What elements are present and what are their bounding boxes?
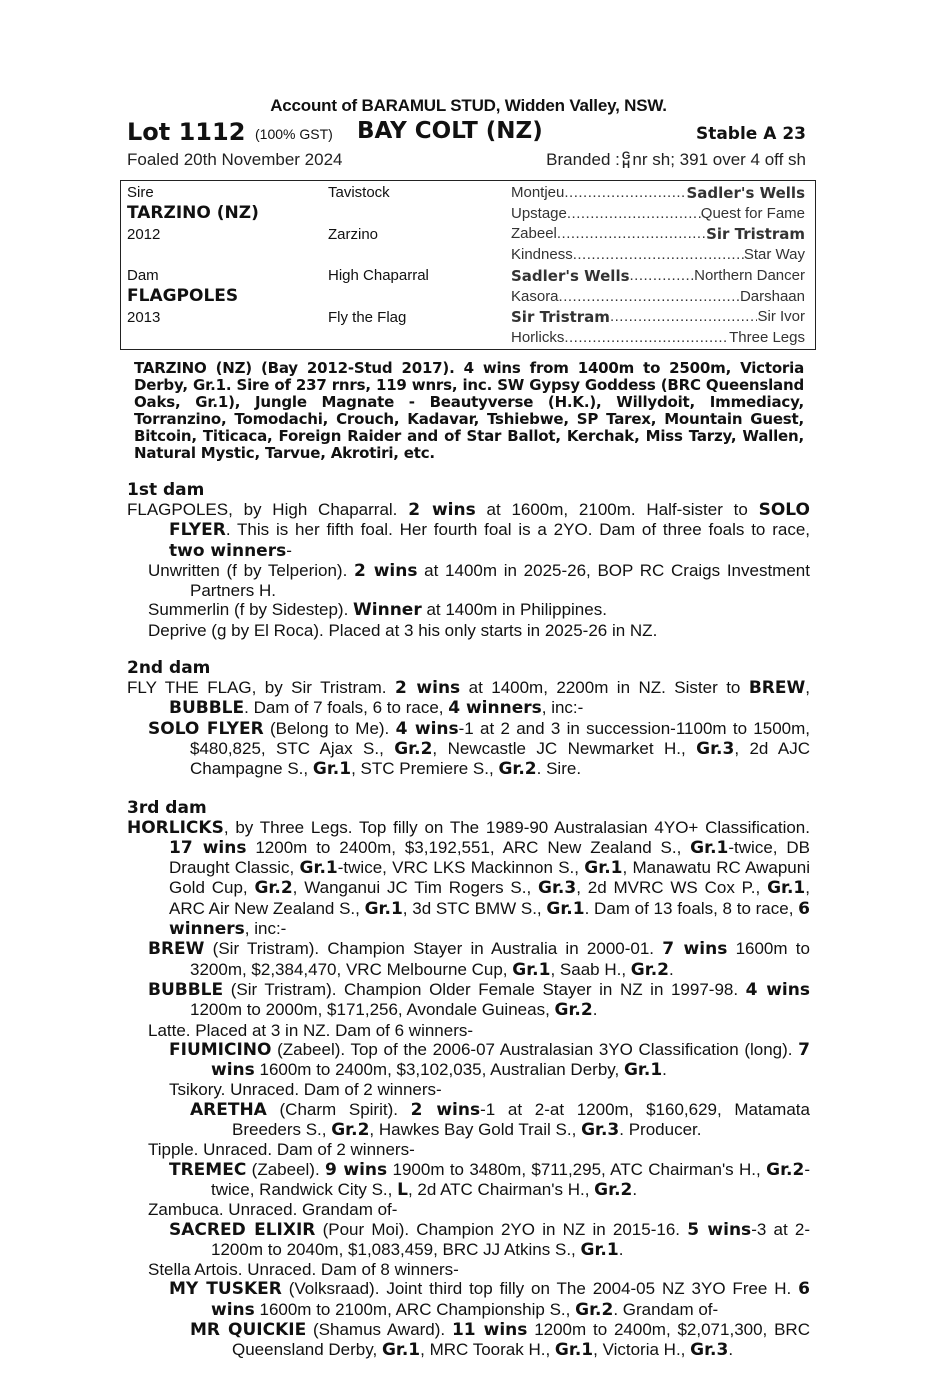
leader-dots <box>557 225 706 243</box>
bold-text: BUBBLE <box>148 979 224 1000</box>
section-heading: 2nd dam <box>127 658 211 679</box>
foaled-line <box>127 148 810 178</box>
pedigree-row <box>511 205 805 222</box>
text-run: , ARC Air New Zealand S., <box>169 878 810 918</box>
pedigree-row <box>511 288 805 305</box>
text-run: (Zabeel). Top of the 2006-07 Australasian 3YO Classification (long). <box>271 1039 799 1059</box>
bold-text: FIUMICINO <box>169 1039 272 1060</box>
pedigree-entry <box>127 1140 810 1159</box>
leader-dots <box>564 329 729 346</box>
pedigree-entry <box>127 1100 810 1141</box>
text-run: 1600m to 2100m, ARC Championship S., <box>254 1299 576 1319</box>
text-run: FLAGPOLES, by High Chaparral. <box>127 500 409 519</box>
text-run: , 2d ATC Chairman's H., <box>407 1179 595 1199</box>
text-run: , <box>805 678 810 698</box>
pedigree-row <box>511 225 805 243</box>
ancestor-sire: Sir Tristram <box>706 225 805 244</box>
ancestor-sire: Star Way <box>743 246 805 264</box>
text-run: 1600m to 2400m, $3,102,035, Australian Derby, <box>254 1060 624 1080</box>
leader-dots <box>567 205 701 222</box>
text-run: , 2d MVRC WS Cox P., <box>576 878 768 898</box>
text-run: 1200m to 2000m, $171,256, Avondale Guineas, <box>190 1000 555 1020</box>
pedigree-entry <box>127 1021 810 1040</box>
ancestor-name: Montjeu <box>511 184 565 201</box>
text-run: . <box>662 1060 667 1080</box>
bold-text: Gr.2 <box>575 1299 614 1320</box>
bold-text: Gr.1 <box>381 1340 421 1361</box>
ancestor-sire: Quest for Fame <box>700 204 805 222</box>
pedigree-row <box>511 184 805 202</box>
text-run: - <box>286 540 292 560</box>
bold-text: TREMEC <box>169 1159 247 1180</box>
pedigree-entry <box>127 600 810 620</box>
text-run: -twice, Randwick City S., <box>211 1159 810 1199</box>
text-run: . <box>618 1239 624 1259</box>
bold-text: 7 wins <box>662 939 728 960</box>
text-run: . <box>669 959 674 979</box>
sire-name: TARZINO (NZ) <box>127 203 259 223</box>
ancestor-sire: Three Legs <box>729 328 805 346</box>
bold-text: two winners <box>169 540 287 561</box>
pedigree-entry <box>127 500 810 561</box>
text-run: (Zabeel). <box>246 1159 326 1179</box>
brand-description: nr sh; 391 over 4 off sh <box>632 150 806 169</box>
family-sections <box>127 480 810 1361</box>
text-run: (Shamus Award). <box>306 1319 452 1339</box>
text-run: Stella Artois. Unraced. Dam of 8 winners- <box>148 1260 459 1280</box>
brand-info <box>546 150 806 170</box>
pedigree-entry <box>127 1080 810 1099</box>
text-run: Zambuca. Unraced. Grandam of- <box>148 1200 398 1220</box>
text-run: -3 at 2-1200m to 2040m, $1,083,459, BRC JJ Atkins S., <box>211 1219 810 1259</box>
leader-dots <box>610 308 758 326</box>
bold-text: 9 wins <box>325 1159 388 1180</box>
bold-text: Gr.1 <box>312 759 352 780</box>
bold-text: Gr.2 <box>766 1159 805 1180</box>
bold-text: 5 wins <box>687 1219 752 1240</box>
bold-text: BREW <box>748 678 806 699</box>
text-run: Summerlin (f by Sidestep). <box>148 600 354 620</box>
text-run: (Charm Spirit). <box>266 1099 411 1119</box>
vendor-account: Account of BARAMUL STUD, Widden Valley, NSW. <box>270 96 667 115</box>
pedigree-entry <box>127 818 810 940</box>
text-run: 1200m to 2400m, $3,192,551, ARC New Zealand S., <box>246 837 691 857</box>
text-run: at 1400m in 2025-26, BOP RC Craigs Investment Partners H. <box>190 560 810 601</box>
pedigree-row <box>511 329 805 346</box>
lot-line <box>127 118 810 148</box>
text-run: . <box>632 1179 638 1199</box>
dam-sire: High Chaparral <box>328 267 429 284</box>
text-run: FLY THE FLAG, by Sir Tristram. <box>127 678 395 698</box>
pedigree-entry <box>127 561 810 601</box>
dam-label: Dam <box>127 267 159 284</box>
bold-text: 2 wins <box>354 560 418 581</box>
bold-text: Gr.2 <box>630 959 669 980</box>
text-run: , by Three Legs. Top filly on The 1989-90 Australasian 4YO+ Classification. <box>223 817 810 837</box>
bold-text: MR QUICKIE <box>190 1319 307 1340</box>
bold-text: Gr.1 <box>546 898 585 919</box>
text-run: Unwritten (f by Telperion). <box>148 560 354 580</box>
brand-bottom: H <box>622 158 631 171</box>
bold-text: 6 winners <box>169 898 810 940</box>
text-run: Tipple. Unraced. Dam of 2 winners- <box>148 1140 415 1160</box>
text-run: 1600m to 3200m, $2,384,470, VRC Melbourne Cup, <box>190 939 810 979</box>
text-run: -1 at 2-at 1200m, $160,629, Matamata Breeders S., <box>232 1099 810 1140</box>
text-run: . This is her fifth foal. Her fourth foal is a 2YO. Dam of three foals to race, <box>225 520 810 540</box>
text-run: . Grandam of- <box>613 1299 719 1319</box>
text-run: , 3d STC BMW S., <box>402 898 547 918</box>
text-run: , inc:- <box>541 698 584 718</box>
dam-year: 2013 <box>127 309 161 326</box>
pedigree-row <box>511 267 805 285</box>
bold-text: Gr.2 <box>594 1179 633 1200</box>
text-run: . Producer. <box>619 1120 702 1140</box>
text-run: . Sire. <box>536 759 582 779</box>
ancestor-name: Upstage <box>511 204 567 222</box>
ancestor-name: Sir Tristram <box>511 308 610 327</box>
bold-text: SACRED ELIXIR <box>169 1219 316 1240</box>
bold-text: 4 wins <box>395 718 459 739</box>
bold-text: BUBBLE <box>169 698 245 719</box>
leader-dots <box>559 288 740 305</box>
bold-text: Gr.3 <box>538 878 577 899</box>
dam-dam: Fly the Flag <box>328 309 407 326</box>
bold-text: Gr.1 <box>767 878 806 899</box>
bold-text: Gr.1 <box>580 1239 619 1260</box>
text-run: . <box>728 1340 734 1360</box>
text-run: Deprive (g by El Roca). Placed at 3 his only starts in 2025-26 in NZ. <box>148 620 658 640</box>
text-run: Tsikory. Unraced. Dam of 2 winners- <box>169 1080 442 1100</box>
sire-sire: Tavistock <box>328 184 390 201</box>
bold-text: MY TUSKER <box>169 1279 282 1300</box>
text-run: 1900m to 3480m, $711,295, ATC Chairman's H., <box>387 1159 767 1179</box>
brand-top: G <box>621 149 631 162</box>
bold-text: Gr.2 <box>498 759 537 780</box>
dam-name: FLAGPOLES <box>127 286 239 306</box>
bold-text: 4 wins <box>745 979 810 1000</box>
bold-text: 11 wins <box>451 1319 528 1340</box>
pedigree-row <box>511 308 805 326</box>
text-run: (Sir Tristram). Champion Older Female Stayer in NZ in 1997-98. <box>223 979 746 999</box>
text-run: , MRC Toorak H., <box>420 1340 555 1360</box>
text-run: -twice, VRC LKS Mackinnon S., <box>337 858 585 878</box>
leader-dots <box>630 267 695 285</box>
text-run: , STC Premiere S., <box>351 759 499 779</box>
bold-text: L <box>397 1179 408 1200</box>
bold-text: Gr.3 <box>690 1340 729 1361</box>
catalogue-page <box>127 96 810 1361</box>
bold-text: Gr.1 <box>299 858 338 879</box>
lot-description: BAY COLT (NZ) <box>357 118 543 144</box>
pedigree-entry <box>127 1320 810 1361</box>
gst-note: (100% GST) <box>255 126 333 142</box>
pedigree-entry <box>127 939 810 980</box>
brand-mark-icon <box>621 149 631 171</box>
text-run: . <box>592 1000 598 1020</box>
text-run: (Sir Tristram). Champion Stayer in Australia in 2000-01. <box>204 939 663 959</box>
text-run: . Dam of 7 foals, 6 to race, <box>244 698 449 718</box>
bold-text: ARETHA <box>190 1099 267 1120</box>
ancestor-name: Kindness <box>511 246 573 264</box>
pedigree-entry <box>127 1160 810 1201</box>
text-run: , Saab H., <box>550 959 631 979</box>
bold-text: Gr.2 <box>331 1120 370 1141</box>
pedigree-entry <box>127 1200 810 1219</box>
pedigree-row <box>511 246 805 263</box>
text-run: , Manawatu RC Awapuni Gold Cup, <box>169 858 810 898</box>
bold-text: 2 wins <box>394 678 461 699</box>
sire-record: TARZINO (NZ) (Bay 2012-Stud 2017). 4 wins from 1400m to 2500m, Victoria Derby, Gr.1. Sire of 237 rnrs, 119 wnrs, inc. SW Gypsy Goddess (BRC Queensland Oaks, Gr.1), Jungle Magnate - Beautyverse (H.K.), Willydoit, Immediacy, Torranzino, Tomodachi, Crouch, Kadavar, Tshiebwe, SP Tarex, Mountain Guest, Bitcoin, Titicaca, Foreign Raider and of Star Ballot, Kerchak, Miss Tarzy, Wallen, Natural Mystic, Tarvue, Akrotiri, etc. <box>134 359 804 462</box>
text-run: 1200m to 2400m, $2,071,300, BRC Queensland Derby, <box>232 1319 810 1360</box>
bold-text: 17 wins <box>169 837 247 858</box>
bold-text: Gr.1 <box>623 1060 663 1081</box>
branded-label: Branded : <box>546 150 620 169</box>
pedigree-entry <box>127 1260 810 1279</box>
sire-label: Sire <box>127 184 154 201</box>
bold-text: Gr.2 <box>254 878 293 899</box>
text-run: (Pour Moi). Champion 2YO in NZ in 2015-16. <box>315 1219 688 1239</box>
pedigree-entry <box>127 678 810 719</box>
bold-text: 2 wins <box>408 500 476 520</box>
pedigree-entry <box>127 1279 810 1320</box>
section-heading: 3rd dam <box>127 797 207 818</box>
pedigree-entry <box>127 980 810 1021</box>
text-run: . Dam of 13 foals, 8 to race, <box>584 898 799 918</box>
stable-location: Stable A 23 <box>695 124 806 144</box>
bold-text: 6 wins <box>211 1279 811 1320</box>
text-run: , Victoria H., <box>593 1340 691 1360</box>
bold-text: Gr.1 <box>554 1340 594 1361</box>
bold-text: Gr.3 <box>696 738 735 759</box>
text-run: , Newcastle JC Newmarket H., <box>432 738 697 758</box>
bold-text: Gr.1 <box>584 858 623 879</box>
text-run: , Hawkes Bay Gold Trail S., <box>369 1120 582 1140</box>
leader-dots <box>564 184 686 202</box>
text-run: at 1400m, 2200m in NZ. Sister to <box>460 678 749 698</box>
text-run: at 1400m in Philippines. <box>421 600 607 620</box>
sire-year: 2012 <box>127 226 161 243</box>
bold-text: 4 winners <box>448 698 542 719</box>
bold-text: Gr.1 <box>690 837 729 858</box>
text-run: (Volksraad). Joint third top filly on The 2004-05 NZ 3YO Free H. <box>281 1279 799 1299</box>
ancestor-name: Kasora <box>511 287 559 305</box>
ancestor-sire: Darshaan <box>739 287 805 305</box>
lot-number: Lot 1112 <box>127 118 246 146</box>
text-run: -twice, DB Draught Classic, <box>169 837 810 878</box>
pedigree-entry <box>127 621 810 640</box>
bold-text: 2 wins <box>410 1099 481 1120</box>
bold-text: BREW <box>148 939 205 960</box>
bold-text: Gr.2 <box>394 738 433 759</box>
bold-text: Gr.3 <box>581 1120 620 1141</box>
bold-text: Gr.1 <box>512 959 551 980</box>
pedigree-table <box>120 180 816 350</box>
ancestor-name: Sadler's Wells <box>511 266 630 285</box>
pedigree-entry <box>127 1220 810 1261</box>
text-run: , 2d AJC Champagne S., <box>190 738 810 779</box>
bold-text: Winner <box>353 600 422 621</box>
text-run: (Belong to Me). <box>263 718 396 738</box>
ancestor-sire: Sir Ivor <box>757 308 805 326</box>
foaled-date: Foaled 20th November 2024 <box>127 150 343 169</box>
ancestor-name: Horlicks <box>511 328 565 346</box>
text-run: , Wanganui JC Tim Rogers S., <box>292 878 539 898</box>
bold-text: SOLO FLYER <box>169 500 810 541</box>
ancestor-name: Zabeel <box>511 225 557 243</box>
ancestor-sire: Northern Dancer <box>694 266 805 284</box>
bold-text: HORLICKS <box>127 817 224 838</box>
bold-text: Gr.1 <box>364 898 403 919</box>
sire-dam: Zarzino <box>328 226 379 243</box>
text-run: , inc:- <box>244 919 287 939</box>
text-run: at 1600m, 2100m. Half-sister to <box>475 500 759 519</box>
section-heading: 1st dam <box>127 480 205 500</box>
pedigree-entry <box>127 719 810 780</box>
ancestor-sire: Sadler's Wells <box>686 184 805 202</box>
text-run: Latte. Placed at 3 in NZ. Dam of 6 winners- <box>148 1020 474 1040</box>
bold-text: Gr.2 <box>554 1000 593 1021</box>
leader-dots <box>573 246 744 263</box>
text-run: -1 at 2 and 3 in succession-1100m to 1500m, $480,825, STC Ajax S., <box>190 718 810 758</box>
bold-text: 7 wins <box>211 1039 810 1081</box>
pedigree-entry <box>127 1040 810 1081</box>
bold-text: SOLO FLYER <box>148 718 264 739</box>
